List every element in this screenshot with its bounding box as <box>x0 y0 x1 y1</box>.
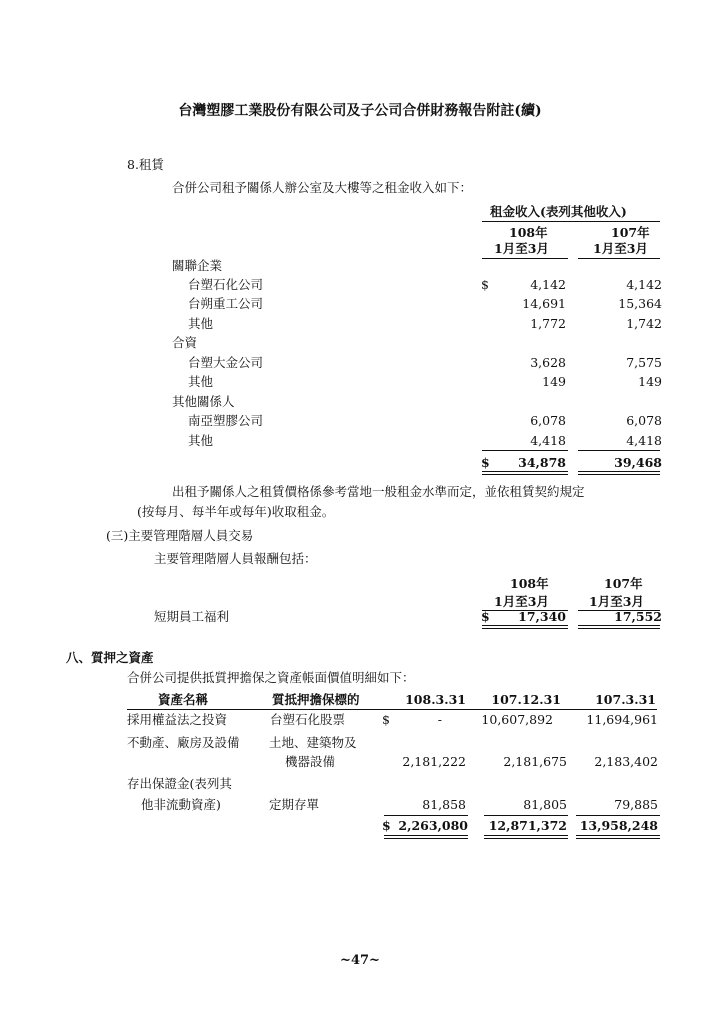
rent-item-name: 台朔重工公司 <box>188 296 264 311</box>
pledge-row-target: 定期存單 <box>269 797 320 812</box>
rent-item-dollar: $ <box>481 277 489 292</box>
pledge-subtotal-rule <box>484 815 568 816</box>
rent-item-v2: 6,078 <box>626 413 662 428</box>
rent-item-v2: 4,142 <box>626 277 662 292</box>
page-title: 台灣塑膠工業股份有限公司及子公司合併財務報告附註(續) <box>178 103 542 119</box>
mgmt-col1-year: 108年 <box>510 576 549 591</box>
pledge-row-target: 台塑石化股票 <box>270 712 346 727</box>
rent-item-v1: 4,142 <box>530 277 566 292</box>
rent-col2-year: 107年 <box>611 225 650 240</box>
pledge-row-dollar: $ <box>382 712 390 727</box>
pledge-header-target: 質抵押擔保標的 <box>272 692 360 707</box>
pledge-intro: 合併公司提供抵質押擔保之資產帳面價值明細如下： <box>127 670 415 685</box>
rent-item-name: 台塑石化公司 <box>188 277 264 292</box>
mgmt-double-rule <box>482 625 568 629</box>
pledge-header-rule <box>127 709 657 710</box>
rent-col1-rule <box>482 258 568 259</box>
rent-header-rule <box>482 221 660 222</box>
rent-item-v1: 14,691 <box>522 296 566 311</box>
rent-column-header: 租金收入(表列其他收入) <box>490 204 627 219</box>
rent-item-v2: 1,742 <box>626 316 662 331</box>
pledge-header-col2: 107.12.31 <box>491 692 561 707</box>
pledge-row-asset: 存出保證金(表列其 <box>127 776 232 791</box>
rent-heading: 8.租賃 <box>127 157 164 172</box>
pledge-row-v3: 79,885 <box>614 797 658 812</box>
rent-note-line2: (按每月、每半年或每年)收取租金。 <box>137 504 335 519</box>
mgmt-v2: 17,552 <box>614 609 662 624</box>
rent-item-v2: 15,364 <box>618 296 662 311</box>
rent-note-line1: 出租予關係人之租賃價格係參考當地一般租金水準而定，並依租賃契約規定 <box>172 484 585 499</box>
pledge-total-v3: 13,958,248 <box>579 818 658 833</box>
rent-subtotal-rule <box>578 450 660 451</box>
rent-item-name: 南亞塑膠公司 <box>188 413 264 428</box>
pledge-heading: 八、質押之資產 <box>66 650 154 665</box>
pledge-row-v2: 81,805 <box>523 797 567 812</box>
mgmt-col2-year: 107年 <box>604 576 643 591</box>
page-number: ~47~ <box>340 953 380 968</box>
rent-col1-year: 108年 <box>509 225 548 240</box>
rent-item-v1: 4,418 <box>530 433 566 448</box>
rent-col1-period: 1月至3月 <box>494 241 549 256</box>
rent-item-name: 其他 <box>188 374 214 389</box>
pledge-row-v1: 81,858 <box>422 797 466 812</box>
rent-item-v1: 6,078 <box>530 413 566 428</box>
mgmt-double-rule <box>578 625 660 629</box>
pledge-row-v1: - <box>437 712 442 727</box>
mgmt-dollar: $ <box>481 609 490 624</box>
pledge-total-double-rule <box>576 835 660 839</box>
rent-group-label: 合資 <box>172 335 198 350</box>
rent-total-v2: 39,468 <box>614 455 662 470</box>
rent-item-v2: 149 <box>638 374 662 389</box>
pledge-header-col3: 107.3.31 <box>595 692 656 707</box>
rent-item-name: 其他 <box>188 433 214 448</box>
rent-item-name: 台塑大金公司 <box>188 355 264 370</box>
pledge-row-asset-line2: 他非流動資產) <box>141 797 221 812</box>
rent-item-v1: 1,772 <box>530 316 566 331</box>
rent-subtotal-rule <box>482 450 568 451</box>
pledge-row-asset: 不動產、廠房及設備 <box>127 735 240 750</box>
pledge-total-double-rule <box>484 835 568 839</box>
rent-total-double-rule <box>578 471 660 475</box>
rent-item-v2: 4,418 <box>626 433 662 448</box>
rent-item-v1: 3,628 <box>530 355 566 370</box>
mgmt-row-label: 短期員工福利 <box>154 609 230 624</box>
pledge-total-v1: 2,263,080 <box>398 818 468 833</box>
rent-total-double-rule <box>482 471 568 475</box>
pledge-row-target-line2: 機器設備 <box>285 754 336 769</box>
pledge-row-v3: 11,694,961 <box>586 712 658 727</box>
rent-group-label: 其他關係人 <box>172 394 235 409</box>
rent-intro: 合併公司租予關係人辦公室及大樓等之租金收入如下： <box>172 180 473 195</box>
rent-col2-rule <box>578 258 660 259</box>
rent-item-v1: 149 <box>542 374 566 389</box>
pledge-row-v1: 2,181,222 <box>402 754 466 769</box>
pledge-row-v2: 2,181,675 <box>503 754 567 769</box>
pledge-row-target: 土地、建築物及 <box>269 735 357 750</box>
rent-total-dollar: $ <box>481 455 490 470</box>
pledge-header-asset: 資產名稱 <box>158 692 209 707</box>
rent-item-name: 其他 <box>188 316 214 331</box>
pledge-header-col1: 108.3.31 <box>405 692 466 707</box>
mgmt-col1-period: 1月至3月 <box>494 594 549 609</box>
pledge-subtotal-rule <box>576 815 660 816</box>
mgmt-col2-period: 1月至3月 <box>589 594 644 609</box>
pledge-total-v2: 12,871,372 <box>488 818 567 833</box>
mgmt-heading: (三)主要管理階層人員交易 <box>106 528 254 543</box>
pledge-row-v2: 10,607,892 <box>481 712 553 727</box>
rent-group-label: 關聯企業 <box>172 258 223 273</box>
rent-col2-period: 1月至3月 <box>593 241 648 256</box>
rent-total-v1: 34,878 <box>518 455 566 470</box>
pledge-subtotal-rule <box>384 815 468 816</box>
mgmt-intro: 主要管理階層人員報酬包括： <box>154 551 317 566</box>
pledge-total-dollar: $ <box>382 818 391 833</box>
rent-item-v2: 7,575 <box>626 355 662 370</box>
pledge-row-asset: 採用權益法之投資 <box>127 712 228 727</box>
mgmt-v1: 17,340 <box>518 609 566 624</box>
pledge-row-v3: 2,183,402 <box>594 754 658 769</box>
pledge-total-double-rule <box>384 835 468 839</box>
